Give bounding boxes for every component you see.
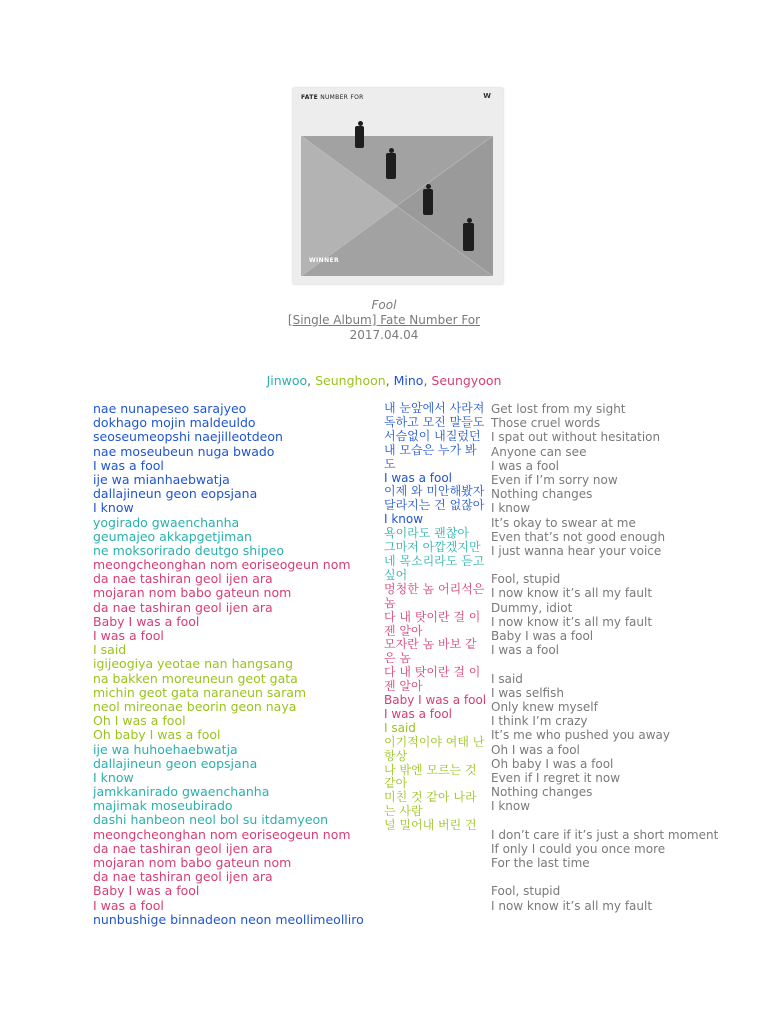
hangul-line: 모자란 놈 바보 같은 놈 — [384, 637, 477, 666]
romanized-line: I said — [93, 642, 127, 658]
hangul-line: I was a fool — [384, 706, 452, 721]
romanized-line: dashi hanbeon neol bol su itdamyeon — [93, 812, 329, 828]
translation-line: Fool, stupid — [491, 572, 561, 587]
album-cover — [293, 88, 503, 284]
romanized-line: geumajeo akkapgetjiman — [93, 528, 252, 544]
hangul-line: Baby I was a fool — [384, 693, 487, 708]
romanized-line: jamkkanirado gwaenchanha — [93, 784, 270, 800]
hangul-line: 네 목소리라도 듣고 싶어 — [384, 553, 485, 582]
hangul-line: 독하고 모진 말들도 — [384, 414, 485, 429]
romanized-line: da nae tashiran geol ijen ara — [93, 869, 273, 885]
translation-lyrics — [491, 402, 718, 913]
translation-line: I was selfish — [491, 685, 564, 700]
member-legend — [0, 373, 768, 388]
translation-line: For the last time — [491, 856, 590, 870]
romanized-line: seoseumeopshi naejilleotdeon — [93, 429, 283, 445]
romanized-line: ne moksorirado deutgo shipeo — [93, 542, 284, 558]
cover-title: FATE NUMBER FOR — [301, 94, 364, 101]
hangul-line: 욕이라도 괜찮아 — [384, 526, 469, 541]
figure — [463, 223, 474, 251]
translation-line: Fool, stupid — [491, 884, 561, 899]
separator: , — [385, 373, 394, 388]
hangul-line: I was a fool — [384, 470, 452, 485]
hangul-line: 서슴없이 내질렀던 — [384, 428, 481, 443]
member-jinwoo: Jinwoo — [266, 373, 308, 388]
translation-line: It’s me who pushed you away — [491, 728, 670, 743]
romanized-line: mojaran nom babo gateun nom — [93, 855, 292, 870]
cover-brand: WINNER — [309, 257, 340, 264]
translation-line: Oh baby I was a fool — [491, 756, 614, 771]
separator: , — [423, 373, 432, 388]
translation-line: Nothing changes — [491, 785, 593, 800]
figure — [423, 189, 433, 215]
romanized-line: Oh baby I was a fool — [93, 727, 221, 743]
romanized-line: nae nunapeseo sarajyeo — [93, 401, 247, 416]
hangul-line: 내 눈앞에서 사라져 — [384, 401, 485, 415]
hangul-line: 멍청한 놈 어리석은 놈 — [384, 581, 485, 610]
hangul-line: 내 모습은 누가 봐도 — [384, 442, 477, 471]
cover-logo: W — [483, 92, 491, 100]
romanized-line: I was a fool — [93, 457, 164, 473]
romanized-line: I know — [93, 500, 134, 516]
romanized-line: dallajineun geon eopsjana — [93, 486, 258, 502]
member-mino: Mino — [393, 373, 424, 388]
romanized-line: I know — [93, 769, 134, 785]
romanized-line: na bakken moreuneun geot gata — [93, 670, 298, 686]
member-seunghoon: Seunghoon — [315, 373, 386, 388]
romanized-line: igijeogiya yeotae nan hangsang — [93, 656, 294, 672]
translation-line: Even if I’m sorry now — [491, 472, 618, 487]
translation-line: Even if I regret it now — [491, 770, 621, 785]
romanized-line: ije wa mianhaebwatja — [93, 471, 230, 487]
romanized-line: neol mireonae beorin geon naya — [93, 698, 297, 714]
song-info — [0, 298, 768, 343]
translation-line: I don’t care if it’s just a short moment — [491, 827, 719, 842]
translation-line — [491, 870, 718, 884]
song-title: Fool — [371, 298, 397, 312]
romanized-line: Baby I was a fool — [93, 883, 200, 899]
translation-line: I know — [491, 799, 531, 814]
translation-line: It’s okay to swear at me — [491, 515, 636, 530]
translation-line: Only knew myself — [491, 699, 598, 714]
translation-line: I now know it’s all my fault — [491, 614, 653, 629]
translation-line: Those cruel words — [491, 416, 601, 431]
translation-line — [491, 813, 718, 827]
member-seungyoon: Seungyoon — [431, 373, 502, 388]
romanized-line: michin geot gata naraneun saram — [93, 684, 307, 700]
hangul-line: 이제 와 미안해봤자 — [384, 484, 485, 499]
translation-line: Get lost from my sight — [491, 402, 626, 416]
romanized-line: meongcheonghan nom eoriseogeun nom — [93, 826, 351, 842]
romanized-line: dokhago mojin maldeuldo — [93, 415, 256, 431]
hangul-line: 나 밖엔 모르는 것 같아 — [384, 762, 477, 791]
hangul-line: I said — [384, 720, 416, 735]
romanized-line: da nae tashiran geol ijen ara — [93, 599, 273, 615]
translation-line: Nothing changes — [491, 487, 593, 502]
translation-line: Oh I was a fool — [491, 742, 580, 757]
translation-line — [491, 657, 718, 671]
romanized-line: da nae tashiran geol ijen ara — [93, 840, 273, 856]
romanized-line: mojaran nom babo gateun nom — [93, 585, 292, 601]
hangul-line: 다 내 탓이란 걸 이젠 알아 — [384, 609, 481, 638]
romanized-line: nae moseubeun nuga bwado — [93, 443, 275, 459]
translation-line: I spat out without hesitation — [491, 430, 661, 445]
translation-line: Even that’s not good enough — [491, 529, 666, 544]
translation-line: I think I’m crazy — [491, 714, 588, 729]
romanized-lyrics — [93, 402, 364, 927]
romanized-line: ije wa huhoehaebwatja — [93, 741, 238, 757]
romanized-line: dallajineun geon eopsjana — [93, 755, 258, 771]
hangul-line: 널 밀어내 버린 건 — [384, 818, 477, 833]
translation-line: I now know it’s all my fault — [491, 898, 653, 913]
romanized-line: meongcheonghan nom eoriseogeun nom — [93, 557, 351, 573]
romanized-line: yogirado gwaenchanha — [93, 514, 240, 530]
translation-line: I said — [491, 671, 523, 686]
translation-line: I just wanna hear your voice — [491, 543, 662, 558]
hangul-lyrics — [384, 402, 488, 833]
romanized-line: I was a fool — [93, 897, 164, 913]
translation-line: Baby I was a fool — [491, 629, 594, 643]
romanized-line: da nae tashiran geol ijen ara — [93, 571, 273, 587]
figure — [386, 153, 396, 179]
separator: , — [307, 373, 316, 388]
translation-line — [491, 558, 718, 572]
translation-line: I was a fool — [491, 643, 559, 658]
romanized-line: Oh I was a fool — [93, 713, 186, 729]
romanized-line: nunbushige binnadeon neon meollimeolliro — [93, 911, 364, 927]
romanized-line: I was a fool — [93, 628, 164, 643]
album-link[interactable]: [Single Album] Fate Number For — [287, 313, 481, 327]
translation-line: Anyone can see — [491, 444, 587, 459]
translation-line: I was a fool — [491, 458, 559, 473]
translation-line: I now know it’s all my fault — [491, 586, 653, 601]
hangul-line: 미친 것 같아 나라는 사람 — [384, 790, 477, 819]
hangul-line: 그마저 아깝겠지만 — [384, 540, 481, 555]
hangul-line: 이기적이야 여태 난 항상 — [384, 734, 485, 763]
translation-line: I know — [491, 501, 531, 516]
hangul-line: I know — [384, 512, 424, 527]
cover-artwork — [301, 136, 493, 276]
release-date: 2017.04.04 — [349, 328, 419, 342]
hangul-line: 달라지는 건 없잖아 — [384, 498, 485, 513]
figure — [355, 126, 364, 148]
cover-art-graphic — [301, 136, 493, 276]
romanized-line: majimak moseubirado — [93, 798, 233, 814]
hangul-line: 다 내 탓이란 걸 이젠 알아 — [384, 665, 481, 694]
translation-line: Dummy, idiot — [491, 600, 573, 615]
translation-line: If only I could you once more — [491, 841, 666, 856]
romanized-line: Baby I was a fool — [93, 613, 200, 629]
